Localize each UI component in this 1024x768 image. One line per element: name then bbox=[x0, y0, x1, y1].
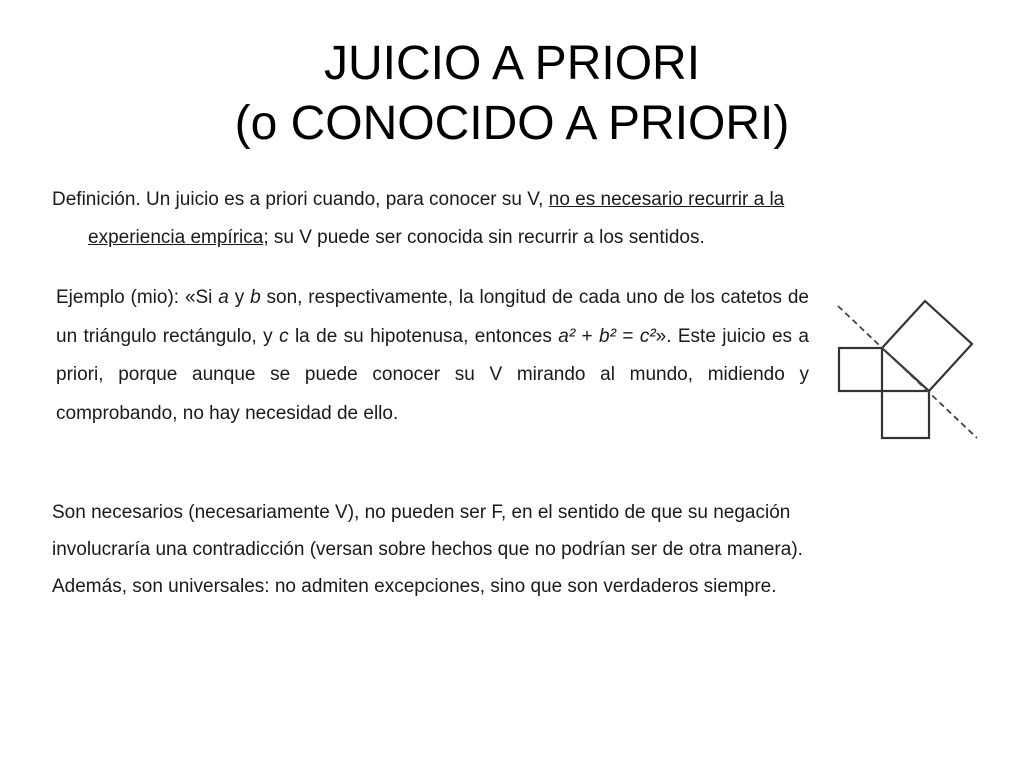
definition-rest: ; su V puede ser conocida sin recurrir a los sentidos. bbox=[263, 227, 705, 248]
necessary-text: Además, son bbox=[52, 576, 169, 597]
definition-paragraph bbox=[52, 181, 972, 257]
definition-intro: . Un juicio es a priori cuando, para conocer su V, bbox=[135, 189, 549, 210]
square-leg-a bbox=[839, 348, 882, 391]
example-term: Ejemplo bbox=[56, 287, 125, 308]
example-text: (mio): «Si bbox=[124, 287, 219, 308]
definition-term: Definición bbox=[52, 189, 136, 210]
example-text: = bbox=[615, 325, 640, 347]
title-line-2: (o CONOCIDO A PRIORI) bbox=[234, 97, 790, 150]
var-b-squared: b² bbox=[599, 325, 616, 347]
definition-underlined-2: experiencia empírica bbox=[88, 227, 264, 248]
var-c-squared: c² bbox=[639, 325, 656, 347]
definition-continuation bbox=[52, 219, 972, 257]
necessary-line-1 bbox=[52, 494, 972, 531]
necessary-text: : no admiten excepciones, sino que son verdaderos siempre. bbox=[264, 576, 777, 597]
var-a-squared: a² bbox=[558, 325, 576, 347]
necessary-line-3 bbox=[52, 568, 972, 605]
universal-term: universales bbox=[168, 576, 265, 597]
example-text: son, respectivamente, la longitud de cada uno de los catetos de un triángulo rectángulo, y bbox=[56, 287, 809, 347]
square-hypotenuse bbox=[882, 301, 972, 391]
necessary-text: (necesariamente V), no pueden ser F, en el sentido de que su negación bbox=[182, 502, 791, 523]
pythagoras-squares-icon bbox=[834, 298, 984, 448]
definition-underlined-1: no es necesario recurrir a la bbox=[548, 189, 785, 210]
square-leg-b bbox=[882, 391, 929, 438]
necessary-term: necesarios bbox=[91, 502, 183, 523]
dashed-line bbox=[838, 306, 977, 438]
var-a: a bbox=[218, 287, 229, 308]
example-text: + bbox=[575, 325, 600, 347]
example-text: la de su hipotenusa, entonces bbox=[288, 325, 559, 347]
var-b: b bbox=[250, 287, 261, 308]
example-paragraph bbox=[56, 279, 809, 433]
var-c: c bbox=[279, 325, 289, 347]
example-text: y bbox=[228, 287, 251, 308]
necessary-line-2: involucraría una contradicción (versan sobre hechos que no podrían ser de otra manera). bbox=[52, 539, 803, 560]
example-text: ». Este juicio es a priori, porque aunque se puede conocer su V mirando al mundo, midiendo y comprobando, no hay necesidad de ello. bbox=[56, 325, 810, 424]
title-line-1: JUICIO A PRIORI bbox=[323, 37, 701, 90]
necessary-text: Son bbox=[52, 502, 92, 523]
necessary-paragraph bbox=[52, 494, 972, 605]
page-title bbox=[0, 34, 1024, 154]
